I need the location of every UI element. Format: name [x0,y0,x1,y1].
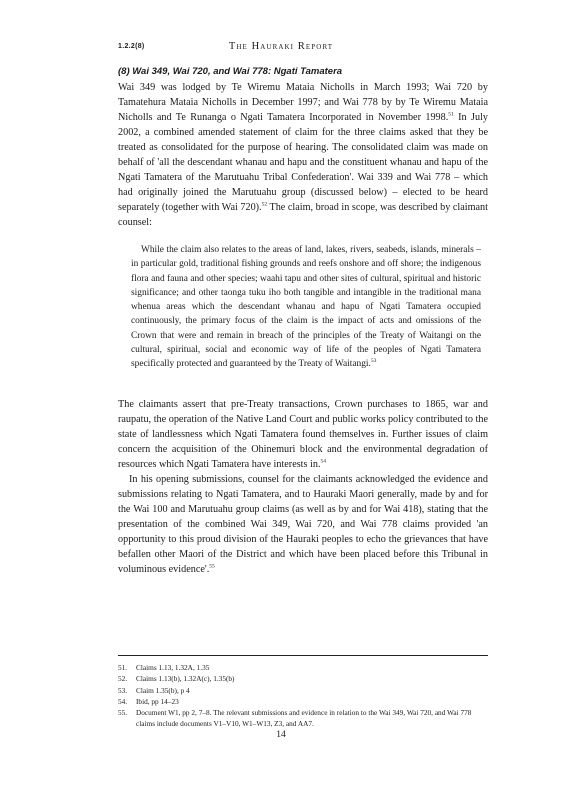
page-number: 14 [276,730,286,740]
footnote-ref-55[interactable]: 55 [209,563,215,570]
running-title: The Hauraki Report [228,41,334,52]
footnote-ref-53[interactable]: 53 [370,358,377,365]
section-number: 1.2.2(8) [118,43,145,50]
footnote-divider [118,655,488,656]
footnote-item: 51. Claims 1.13, 1.32A, 1.35 [118,663,210,672]
paragraph-2: The claimants assert that pre-Treaty transactions, Crown purchases to 1865, war and raupatu, the operation of the Native Land Court and public works policy contributed to the state of landlessness which Ngati Tamatera found themselves in. Further issues of claim concern the acquisition of the Ohinemuri block and the environmental degradation of resources which Ngati Tamatera have interests in.$^{54}$ [118,399,488,470]
section-heading: (8) Wai 349, Wai 720, and Wai 778: Ngati Tamatera [118,66,343,77]
paragraph-3: In his opening submissions, counsel for the claimants acknowledged the evidence and submissions relating to Ngati Tamatera, and to Hauraki Maori generally, made by and for the Wai 100 and Marutuahu group claims (as well as by and for Wai 418), stating that the presentation of the combined Wai 349, Wai 720, and Wai 778 claims provided 'an opportunity to this proud division of the Hauraki peoples to echo the grievances that have befallen other Maori of the District and which have been placed before this Tribunal in voluminous evidence'.$^{55}$ [118,474,488,575]
body-text-bottom [118,397,488,577]
footnote-item: 52. Claims 1.13(b), 1.32A(c), 1.35(b) [118,674,235,684]
footnote-item: 54. Ibid, pp 14–23 [118,696,179,706]
footnote-ref-51[interactable]: 51 [448,111,454,118]
body-text-top [118,80,488,230]
footnote-ref-54[interactable]: 54 [320,458,326,465]
footnote-item: 53. Claim 1.35(b), p 4 [118,685,190,695]
footnote-ref-52[interactable]: 52 [261,201,268,208]
paragraph-1: Wai 349 was lodged by Te Wiremu Mataia Nicholls in March 1993; Wai 720 by Tamatehura Mataia Nicholls in December 1997; and Wai 778 by by Te Wiremu Mataia Nicholls and Te Runanga o Ngati Tamatera Incorporated in November 1998.51 In July 2002, a combined amended statement of claim for the three claims asked that they be treated as consolidated for the purpose of hearing. The consolidated claim was made on behalf of 'all the descendant whanau and hapu and the constituent whanau and hapu of the Ngati Tamatera of the Marutuahu Tribal Confederation'. Wai 339 and Wai 778 – which had originally joined the Marutuahu group (discussed below) – elected to be heard separately (together with Wai 720).$^{52}$ The claim, broad in scope, was described by claimant counsel: [118,82,489,228]
footnote-item: 55. Document W1, pp 2, 7–8. The relevant submissions and evidence in relation to the Wai 349, Wai 720, and Wai 778 claims include documents V1–V10, W1–W13, Z3, and AA7. [118,708,472,729]
footnotes [118,662,488,730]
block-quote: While the claim also relates to the areas of land, lakes, rivers, seabeds, islands, minerals – in particular gold, traditional fishing grounds and reefs onshore and off shore; the indigenous flora and fauna and other species; waahi tapu and other sites of cultural, spiritual and historic significance; and other taonga tuku iho both tangible and intangible in the traditional mana whenua areas which the descendant whanau and hapu of Ngati Tamatera occupied continuously, the primary focus of the claim is the impact of acts and omissions of the Crown that were and remain in breach of the principles of the Treaty of Waitangi on the cultural, spiritual, social and economic way of life of the peoples of Ngati Tamatera specifically protected and guaranteed by the Treaty of Waitangi.$^{53}$ [131,245,481,370]
